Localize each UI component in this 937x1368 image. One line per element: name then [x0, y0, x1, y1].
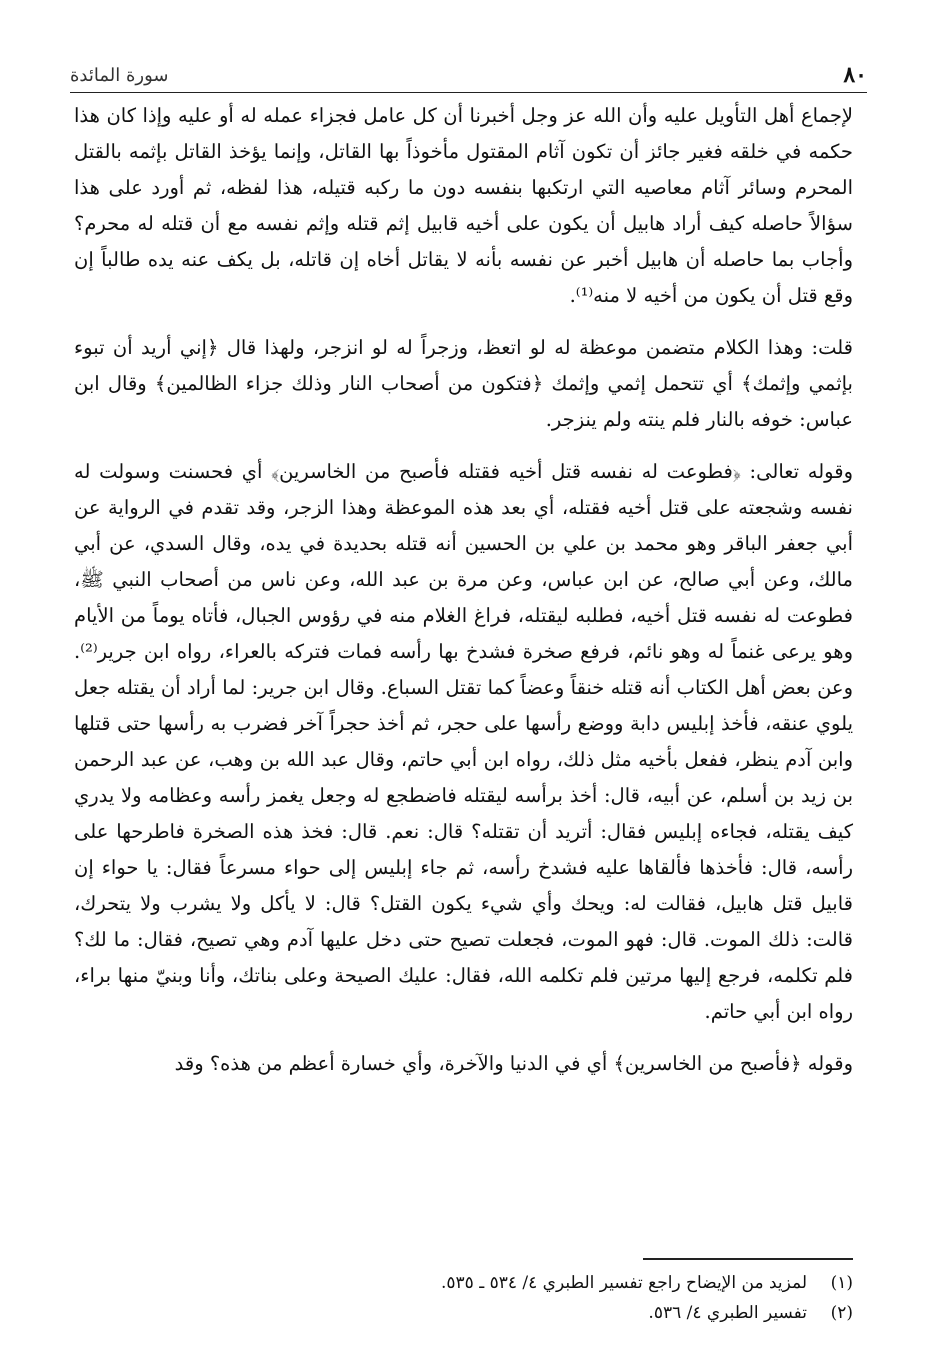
paragraph: وقوله ﴿فأصبح من الخاسرين﴾ أي في الدنيا والآخرة، وأي خسارة أعظم من هذه؟ وقد [174, 1052, 853, 1075]
paragraph: وقوله تعالى: ﴿فطوعت له نفسه قتل أخيه فقتله فأصبح من الخاسرين﴾ أي فحسنت وسولت له نفسه وشجعته على قتل أخيه فقتله، أي بعد هذه الموعظة وهذا الزجر، وقد تقدم في الرواية عن أبي جعفر الباقر وهو محمد بن علي بن الحسين أنه قتله بحديدة في يده، وقال السدي، عن أبي مالك، وعن أبي صالح، عن ابن عباس، وعن مرة بن عبد الله، وعن ناس من أصحاب النبي ﷺ، فطوعت له نفسه قتل أخيه، فطلبه ليقتله، فراغ الغلام منه في رؤوس الجبال، فأتاه يوماً من الأيام وهو يرعى غنماً له وهو نائم، فرفع صخرة فشدخ بها رأسه فمات فتركه بالعراء، رواه ابن جرير⁽²⁾. وعن بعض أهل الكتاب أنه قتله خنقاً وعضاً كما تقتل السباع. وقال ابن جرير: لما أراد أن يقتله جعل يلوي عنقه، فأخذ إبليس دابة ووضع رأسها على حجر، ثم أخذ حجراً آخر فضرب به رأسها حتى قتلها وابن آدم ينظر، ففعل بأخيه مثل ذلك، رواه ابن أبي حاتم، وقال عبد الله بن وهب، عن عبد الرحمن بن زيد بن أسلم، عن أبيه، قال: أخذ برأسه ليقتله فاضطجع له وجعل يغمز رأسه وعظامه ولا يدري كيف يقتله، فجاءه إبليس فقال: أتريد أن تقتله؟ قال: نعم. قال: فخذ هذه الصخرة فاطرحها على رأسه، قال: فأخذها فألقاها عليه فشدخ رأسه، ثم جاء إبليس إلى حواء مسرعاً فقال: يا حواء إن قابيل قتل هابيل، فقالت له: ويحك وأي شيء يكون القتل؟ قال: لا يأكل ولا يشرب ولا يتحرك، قالت: ذلك الموت. قال: فهو الموت، فجعلت تصيح حتى دخل عليها آدم وهي تصيح، فقال: ما لك؟ فلم تكلمه، فرجع إليها مرتين فلم تكلمه الله، فقال: عليك الصيحة وعلى بناتك، وأنا وبنيّ منها براء، رواه ابن أبي حاتم. [74, 460, 853, 1023]
main-text [74, 98, 853, 1082]
footnote-number: (٢) [830, 1302, 853, 1323]
running-title: سورة المائدة [70, 65, 169, 86]
paragraph: لإجماع أهل التأويل عليه وأن الله عز وجل أخبرنا أن كل عامل فجزاء عمله له أو عليه وإذا كان هذا حكمه في خلقه فغير جائز أن تكون آثام المقتول مأخوذاً بها القاتل، وإنما يؤخذ القاتل بإثمه بالقتل المحرم وسائر آثام معاصيه التي ارتكبها بنفسه دون ما ركبه قتيله، هذا لفظه، ثم أورد على هذا سؤالاً حاصله كيف أراد هابيل أن يكون على أخيه قابيل إثم قتله وإثم نفسه مع أن قتله له محرم؟ وأجاب بما حاصله أن هابيل أخبر عن نفسه بأنه لا يقاتل أخاه إن قاتله، بل يكف عنه يده طالباً إن وقع قتل أن يكون من أخيه لا منه⁽¹⁾. [74, 104, 853, 307]
footnote [74, 1298, 853, 1328]
page-header [70, 58, 867, 93]
footnote-divider [643, 1258, 853, 1260]
footnote [74, 1268, 853, 1298]
footnote-text: لمزيد من الإيضاح راجع تفسير الطبري ٤/ ٥٣٤ ـ ٥٣٥. [440, 1272, 807, 1293]
paragraph: قلت: وهذا الكلام متضمن موعظة له لو اتعظ، وزجراً له لو انزجر، ولهذا قال ﴿إني أريد أن تبوء بإثمي وإثمك﴾ أي تتحمل إثمي وإثمك ﴿فتكون من أصحاب النار وذلك جزاء الظالمين﴾ وقال ابن عباس: خوفه بالنار فلم ينته ولم ينزجر. [74, 336, 853, 431]
footnotes [74, 1258, 853, 1328]
footnote-number: (١) [830, 1272, 853, 1293]
page-number: ٨٠ [843, 62, 867, 88]
footnote-text: تفسير الطبري ٤/ ٥٣٦. [648, 1302, 807, 1323]
